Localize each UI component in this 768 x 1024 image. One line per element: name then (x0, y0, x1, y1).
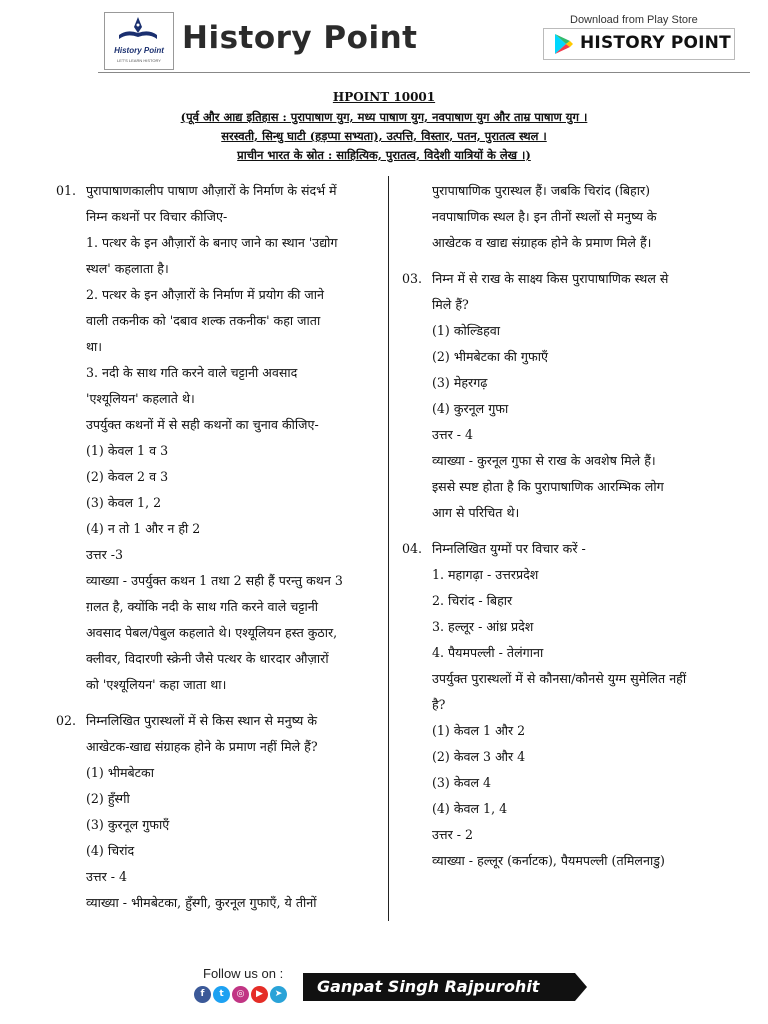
play-store-icon (554, 33, 574, 55)
telegram-icon[interactable]: ➤ (270, 986, 287, 1003)
instagram-icon[interactable]: ◎ (232, 986, 249, 1003)
text-line: (4) कुरनूल गुफा (432, 401, 509, 416)
youtube-icon[interactable]: ▶ (251, 986, 268, 1003)
author-name: Ganpat Singh Rajpurohit (317, 977, 540, 996)
page-header (0, 0, 768, 80)
text-line: व्याख्या - हल्लूर (कर्नाटक), पैयमपल्ली (तमिलनाडु) (432, 853, 665, 868)
text-line: (1) भीमबेटका (86, 765, 154, 780)
text-line: उत्तर -3 (86, 547, 124, 562)
text-line: आखेटक व खाद्य संग्राहक होने के प्रमाण मिले हैं। (432, 235, 652, 250)
text-line: है? (432, 697, 446, 712)
text-line: उत्तर - 4 (432, 427, 474, 442)
text-line: (1) केवल 1 और 2 (432, 723, 526, 738)
text-line: निम्नलिखित युग्मों पर विचार करें - (432, 541, 586, 556)
text-line: को 'एश्यूलियन' कहा जाता था। (86, 677, 227, 692)
text-line: था। (86, 339, 103, 354)
text-line: स्थल' कहलाता है। (86, 261, 169, 276)
text-line: पुरापाषाणकालीप पाषाण औज़ारों के निर्माण के संदर्भ में (86, 183, 337, 198)
play-store-label: HISTORY POINT (580, 33, 731, 53)
text-line: नवपाषाणिक स्थल है। इन तीनों स्थलों से मनुष्य के (432, 209, 657, 224)
column-divider (388, 176, 389, 921)
text-line: (4) न तो 1 और न ही 2 (86, 521, 201, 536)
text-line: (2) हुँस्गी (86, 791, 130, 806)
download-text: Download from Play Store (570, 14, 698, 26)
text-line: पुरापाषाणिक पुरास्थल हैं। जबकि चिरांद (बिहार) (432, 183, 651, 198)
logo-text: History Point (114, 46, 164, 55)
text-line: व्याख्या - उपर्युक्त कथन 1 तथा 2 सही हैं परन्तु कथन 3 (86, 573, 343, 588)
spacer (402, 256, 728, 266)
text-line: निम्न कथनों पर विचार कीजिए- (86, 209, 228, 224)
document-code: HPOINT 10001 (332, 90, 436, 104)
text-line: 4. पैयमपल्ली - तेलंगाना (432, 645, 544, 660)
text-line: मिले हैं? (432, 297, 469, 312)
text-line: आखेटक-खाद्य संग्राहक होने के प्रमाण नहीं मिले हैं? (86, 739, 318, 754)
text-line: (3) केवल 4 (432, 775, 492, 790)
text-line: उपर्युक्त पुरास्थलों में से कौनसा/कौनसे युग्म सुमेलित नहीं (432, 671, 687, 686)
text-line: (2) भीमबेटका की गुफाएँ (432, 349, 548, 364)
question-block (402, 266, 728, 526)
question-block (56, 708, 380, 916)
text-line: 3. नदी के साथ गति करने वाले चट्टानी अवसाद (86, 365, 298, 380)
text-line: 1. महागढ़ा - उत्तरप्रदेश (432, 567, 539, 582)
question-number: 04. (402, 541, 423, 556)
play-store-badge[interactable] (543, 28, 735, 60)
follow-text: Follow us on : (203, 966, 284, 981)
right-column (402, 178, 728, 874)
text-line: 1. पत्थर के इन औज़ारों के बनाए जाने का स्थान 'उद्योग (86, 235, 338, 250)
text-line: इससे स्पष्ट होता है कि पुरापाषाणिक आरम्भिक लोग (432, 479, 664, 494)
text-line: उत्तर - 2 (432, 827, 474, 842)
text-line: वाली तकनीक को 'दबाव शल्क तकनीक' कहा जाता (86, 313, 321, 328)
history-point-logo (104, 12, 174, 70)
text-line: (3) केवल 1, 2 (86, 495, 162, 510)
question-number: 01. (56, 183, 77, 198)
question-block (56, 178, 380, 698)
text-line: उत्तर - 4 (86, 869, 128, 884)
text-line: (3) मेहरगढ़ (432, 375, 488, 390)
text-line: (4) चिरांद (86, 843, 135, 858)
text-line: (1) केवल 1 व 3 (86, 443, 169, 458)
header-divider (98, 72, 750, 73)
text-line: (1) कोल्डिहवा (432, 323, 501, 338)
spacer (56, 698, 380, 708)
text-line: 2. चिरांद - बिहार (432, 593, 513, 608)
text-line: व्याख्या - भीमबेटका, हुँस्गी, कुरनूल गुफाएँ, ये तीनों (86, 895, 317, 910)
text-line: उपर्युक्त कथनों में से सही कथनों का चुनाव कीजिए- (86, 417, 319, 432)
author-banner (303, 973, 575, 1001)
pen-book-icon (117, 17, 159, 41)
question-number: 02. (56, 713, 77, 728)
text-line: क्लीवर, विदारणी स्क्रेनी जैसे पत्थर के धारदार औज़ारों (86, 651, 329, 666)
text-line: 2. पत्थर के इन औज़ारों के निर्माण में प्रयोग की जाने (86, 287, 324, 302)
text-line: (2) केवल 2 व 3 (86, 469, 169, 484)
text-line: ग़लत है, क्योंकि नदी के साथ गति करने वाले चट्टानी (86, 599, 319, 614)
twitter-icon[interactable]: t (213, 986, 230, 1003)
text-line: आग से परिचित थे। (432, 505, 520, 520)
spacer (402, 526, 728, 536)
text-line: (2) केवल 3 और 4 (432, 749, 526, 764)
subtitle-line: प्राचीन भारत के स्रोत : साहित्यिक, पुरातत्व, विदेशी यात्रियों के लेख ।) (237, 148, 531, 162)
question-number: 03. (402, 271, 423, 286)
text-line: निम्न में से राख के साक्ष्य किस पुरापाषाणिक स्थल से (432, 271, 669, 286)
logo-tagline: LET'S LEARN HISTORY (117, 58, 161, 63)
site-title: History Point (182, 20, 418, 56)
left-column (56, 178, 380, 916)
text-line: (3) कुरनूल गुफाएँ (86, 817, 170, 832)
text-line: व्याख्या - कुरनूल गुफा से राख के अवशेष मिले हैं। (432, 453, 656, 468)
text-line: 'एश्यूलियन' कहलाते थे। (86, 391, 195, 406)
text-line: 3. हल्लूर - आंध्र प्रदेश (432, 619, 534, 634)
facebook-icon[interactable]: f (194, 986, 211, 1003)
text-line: (4) केवल 1, 4 (432, 801, 508, 816)
text-line: अवसाद पेबल/पेबुल कहलाते थे। एश्यूलियन हस्त कुठार, (86, 625, 338, 640)
subtitle-line: सरस्वती, सिन्धु घाटी (हड़प्पा सभ्यता), उत्पत्ति, विस्तार, पतन, पुरातत्व स्थल । (221, 129, 547, 143)
subtitle-line: (पूर्व और आद्य इतिहास : पुरापाषाण युग, मध्य पाषाण युग, नवपाषाण युग और ताम्र पाषाण युग । (180, 110, 588, 124)
question-block (402, 536, 728, 874)
author-banner-tip (575, 973, 587, 1001)
text-line: निम्नलिखित पुरास्थलों में से किस स्थान से मनुष्य के (86, 713, 318, 728)
question-continuation (402, 178, 728, 256)
